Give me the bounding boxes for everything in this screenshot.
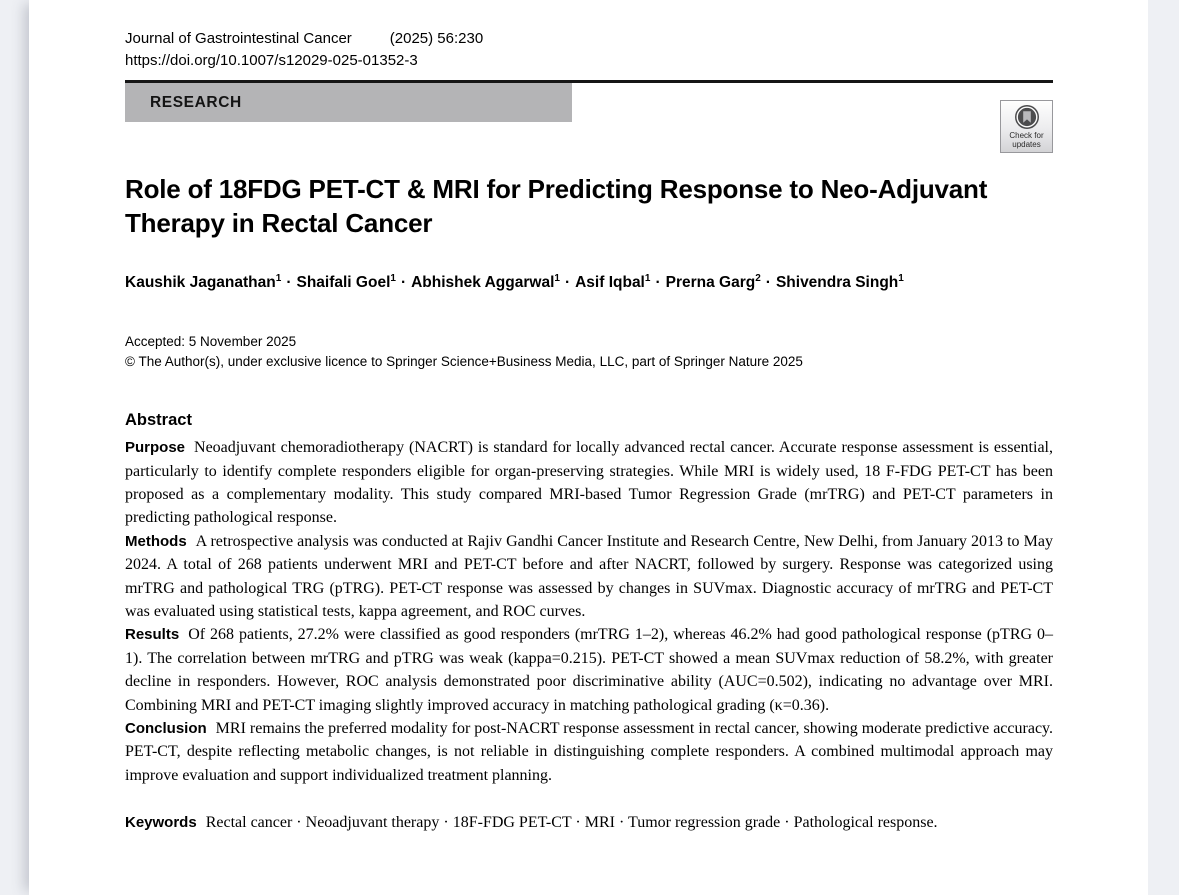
- article-title: Role of 18FDG PET-CT & MRI for Predicting Response to Neo-Adjuvant Therapy in Rectal Cancer: [125, 174, 988, 238]
- author-name: Kaushik Jaganathan$^1$: [125, 273, 282, 292]
- section-text: A retrospective analysis was conducted at Rajiv Gandhi Cancer Institute and Research Centre, New Delhi, from January 2013 to May 2024. A total of 268 patients underwent MRI and PET-CT before and after NACRT, followed by surgery. Response was categorized using mrTRG and pathological TRG (pTRG). PET-CT response was assessed by changes in SUVmax. Diagnostic accuracy of mrTRG and PET-CT was evaluated using statistical tests, kappa agreement, and ROC curves.: [125, 532, 1053, 620]
- section-label: Conclusion: [125, 720, 207, 738]
- author-name: Asif Iqbal$^1$: [575, 273, 651, 292]
- author-separator: ·: [400, 274, 407, 292]
- author-name: Prerna Garg$^2$: [665, 273, 761, 292]
- abstract-section: [125, 717, 1053, 787]
- section-label: Purpose: [125, 439, 186, 457]
- section-label: Results: [125, 626, 180, 644]
- check-for-updates-badge[interactable]: [1000, 100, 1053, 153]
- keywords-text: Rectal cancer · Neoadjuvant therapy · 18F-FDG PET-CT · MRI · Tumor regression grade · Pathological response.: [205, 814, 938, 832]
- section-text: Neoadjuvant chemoradiotherapy (NACRT) is standard for locally advanced rectal cancer. Accurate response assessment is essential, particularly to identify complete responders eligible for organ-preserving strategies. While MRI is widely used, 18 F-FDG PET-CT has been proposed as a complementary modality. This study compared MRI-based Tumor Regression Grade (mrTRG) and PET-CT parameters in predicting pathological response.: [125, 439, 1053, 527]
- author-name: Shivendra Singh$^1$: [775, 273, 904, 292]
- research-banner: [125, 83, 572, 122]
- author-name: Shaifali Goel$^1$: [296, 273, 396, 292]
- author-affiliation-sup: 1: [898, 273, 904, 284]
- author-affiliation-sup: 1: [275, 273, 282, 284]
- research-banner-label: RESEARCH: [150, 93, 242, 111]
- author-affiliation-sup: 1: [554, 273, 560, 284]
- doi-link[interactable]: https://doi.org/10.1007/s12029-025-01352-3: [125, 52, 418, 69]
- section-text: MRI remains the preferred modality for post-NACRT response assessment in rectal cancer, showing moderate predictive accuracy. PET-CT, despite reflecting metabolic changes, is not reliable in distinguishing complete responders. A combined multimodal approach may improve evaluation and support individualized treatment planning.: [125, 720, 1053, 784]
- author-list: [125, 273, 1053, 292]
- journal-name: Journal of Gastrointestinal Cancer: [125, 30, 352, 47]
- author-separator: ·: [564, 274, 571, 292]
- author-separator: ·: [286, 274, 292, 292]
- abstract-section: [125, 623, 1053, 717]
- journal-issue: (2025) 56:230: [389, 30, 484, 47]
- author-name: Abhishek Aggarwal$^1$: [411, 273, 560, 292]
- keywords-block: [125, 811, 1053, 834]
- keywords-label: Keywords: [125, 814, 197, 832]
- abstract-section: [125, 436, 1053, 530]
- section-text: Of 268 patients, 27.2% were classified as good responders (mrTRG 1–2), whereas 46.2% had good pathological response (pTRG 0–1). The correlation between mrTRG and pTRG was weak (kappa=0.215). PET-CT showed a mean SUVmax reduction of 58.2%, with greater decline in responders. However, ROC analysis demonstrated poor discriminative ability (AUC=0.502), indicating no advantage over MRI. Combining MRI and PET-CT imaging slightly improved accuracy in matching pathological grading (κ=0.36).: [125, 626, 1053, 714]
- author-affiliation-sup: 1: [390, 273, 396, 284]
- page-content: [29, 0, 1148, 835]
- copyright-line: © The Author(s), under exclusive licence to Springer Science+Business Media, LLC, part of Springer Nature 2025: [125, 354, 803, 370]
- article-page: [29, 0, 1148, 895]
- check-for-updates-text: [1009, 132, 1043, 149]
- accepted-date: Accepted: 5 November 2025: [125, 334, 297, 350]
- check-for-updates-line1: Check for: [1009, 131, 1044, 140]
- check-for-updates-line2: updates: [1012, 139, 1041, 149]
- author-separator: ·: [655, 274, 661, 292]
- abstract-section: [125, 530, 1053, 624]
- journal-header: [125, 29, 1053, 49]
- abstract-heading: Abstract: [125, 411, 192, 430]
- author-separator: ·: [765, 274, 771, 292]
- check-for-updates-icon: [1014, 104, 1040, 130]
- article-dates: [125, 332, 1053, 372]
- author-affiliation-sup: 1: [644, 273, 651, 284]
- author-affiliation-sup: 2: [755, 273, 761, 284]
- abstract-sections: [125, 436, 1053, 787]
- section-label: Methods: [125, 532, 187, 550]
